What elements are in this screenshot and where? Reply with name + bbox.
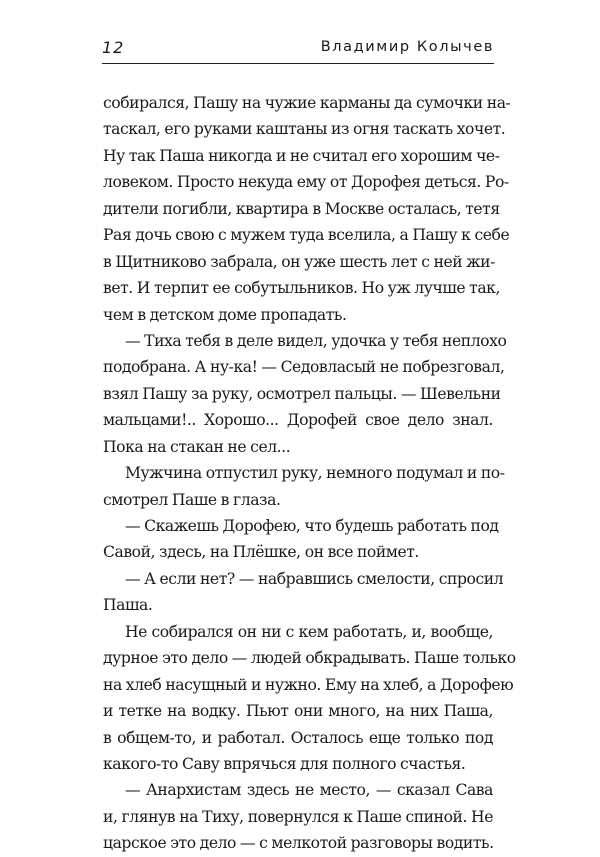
- text-line: — Скажешь Дорофею, что будешь работать под: [125, 517, 499, 535]
- text-line: собирался, Пашу на чужие карманы да сумочки на-: [103, 94, 511, 112]
- text-line: Паша.: [103, 596, 153, 615]
- text-line: на хлеб насущный и нужно. Ему на хлеб, а Дорофею: [103, 675, 514, 694]
- text-line: — Тиха тебя в деле видел, удочка у тебя неплохо: [125, 331, 507, 350]
- text-line: смотрел Паше в глаза.: [103, 490, 281, 509]
- running-head: [102, 38, 494, 62]
- text-line: — А если нет? — набравшись смелости, спросил: [125, 569, 504, 588]
- text-line: — Анархистам здесь не место, — сказал Сава: [125, 781, 493, 800]
- text-line: в Щитниково забрала, он уже шесть лет с ней жи-: [103, 252, 495, 271]
- text-line: таскал, его руками каштаны из огня таскать хочет.: [103, 120, 506, 139]
- header-rule: [102, 63, 494, 64]
- text-line: вет. И терпит ее собутыльников. Но уж лучше так,: [103, 279, 500, 298]
- text-line: чем в детском доме пропадать.: [103, 305, 347, 324]
- text-line: подобрана. А ну-ка! — Седовласый не побрезговал,: [103, 358, 505, 377]
- text-line: ловеком. Просто некуда ему от Дорофея деться. Ро-: [103, 173, 509, 192]
- page-number: 12: [102, 38, 125, 57]
- text-line: Пока на стакан не сел...: [103, 437, 291, 456]
- text-line: взял Пашу за руку, осмотрел пальцы. — Шевельни: [103, 384, 501, 403]
- text-line: и, глянув на Тиху, повернулся к Паше спиной. Не: [103, 807, 493, 826]
- text-line: Савой, здесь, на Плёшке, он все поймет.: [103, 543, 419, 562]
- text-line: Не собирался он ни с кем работать, и, вообще,: [125, 622, 493, 641]
- text-line: мальцами!.. Хорошо... Дорофей свое дело знал.: [103, 411, 493, 430]
- text-line: царское это дело — с мелкотой разговоры водить.: [103, 834, 494, 853]
- text-line: какого-то Саву впрячься для полного счастья.: [103, 754, 466, 773]
- book-author: Владимир Колычев: [320, 39, 494, 55]
- text-body: [103, 90, 516, 857]
- text-line: и тетке на водку. Пьют они много, на них Паша,: [103, 702, 493, 721]
- text-line: дители погибли, квартира в Москве осталась, тетя: [103, 199, 500, 218]
- text-line: дурное это дело — людей обкрадывать. Паше только: [103, 649, 516, 668]
- text-line: Мужчина отпустил руку, немного подумал и по-: [125, 464, 505, 483]
- text-line: Ну так Паша никогда и не считал его хорошим че-: [103, 146, 500, 165]
- text-line: в общем-то, и работал. Осталось еще только под: [103, 728, 493, 747]
- text-line: Рая дочь свою с мужем туда вселила, а Пашу к себе: [103, 226, 510, 245]
